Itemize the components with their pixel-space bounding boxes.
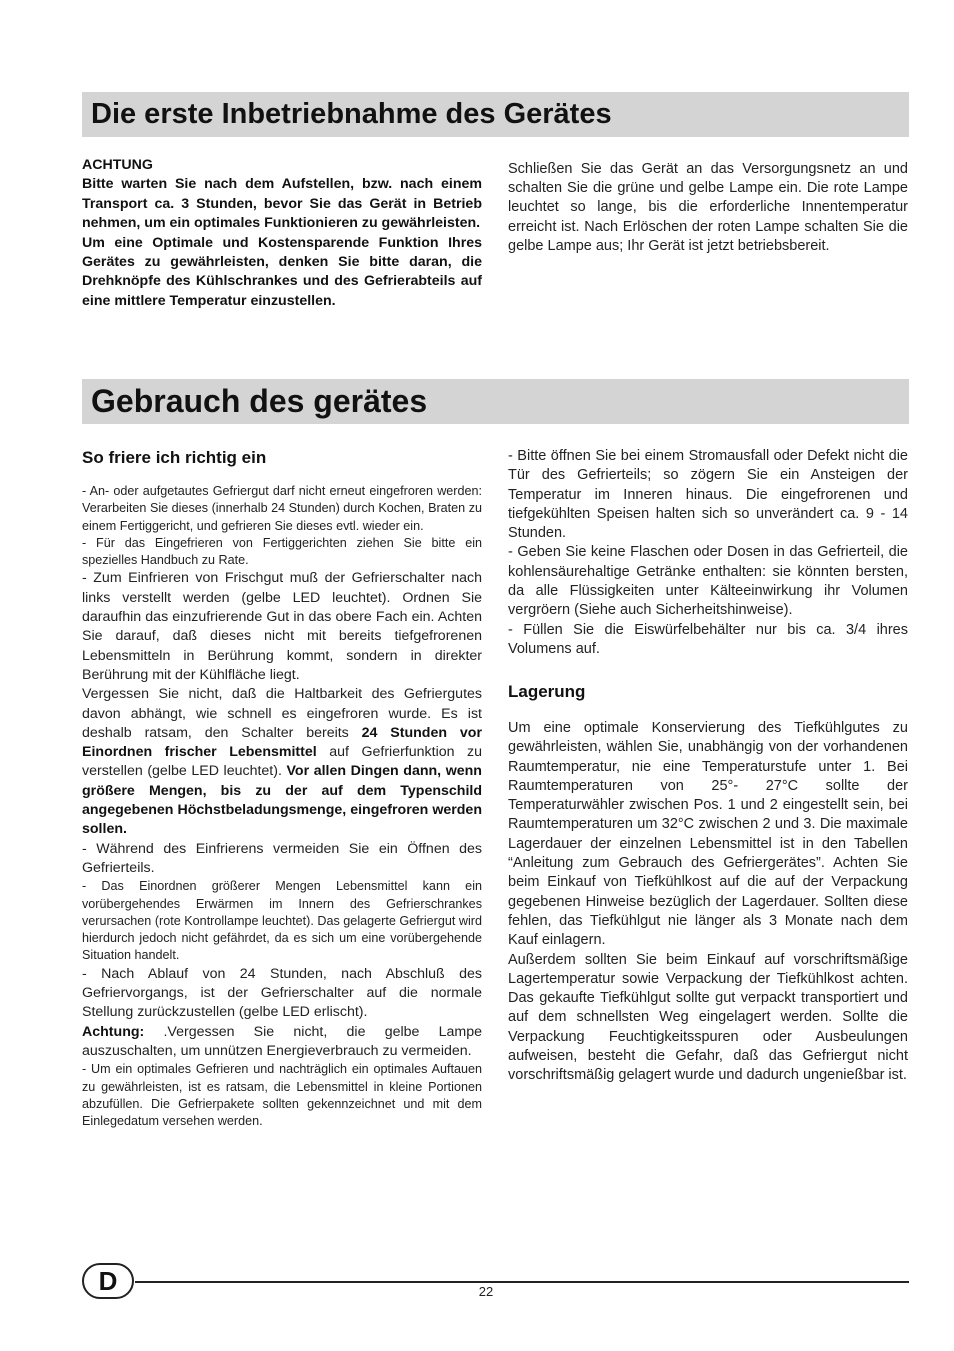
subheading-lagerung: Lagerung bbox=[508, 682, 586, 701]
warning-paragraph: Um eine Optimale und Kostensparende Funktion Ihres Gerätes zu gewährleisten, denken Sie bitte daran, die Drehknöpfe des Kühlschrankes und des Gefrierabteils auf eine mittlere Temperatur einzustellen. bbox=[82, 234, 482, 309]
warning-paragraph: Bitte warten Sie nach dem Aufstellen, bzw. nach einem Transport ca. 3 Stunden, bevor Sie das Gerät in Betrieb nehmen, um ein optimales Funktionieren zu gewährleisten. bbox=[82, 176, 482, 232]
paragraph: - Während des Einfrierens vermeiden Sie ein Öffnen des Gefrierteils. bbox=[82, 840, 482, 876]
bold-text-run: Vor allen Dingen dann, wenn größere Mengen, bis zu der auf dem Typenschild angegebenen Höchstbeladungsmenge, eingefroren werden sollen. bbox=[82, 763, 482, 838]
intro-text: Schließen Sie das Gerät an das Versorgungsnetz an und schalten Sie die grüne und gelbe Lampe ein. Die rote Lampe leuchtet so lange, bis die erforderliche Innentemperatur erreicht ist. Nach Erlöschen der roten Lampe schalten Sie die gelbe Lampe aus; Ihr Gerät ist jetzt betriebsbereit. bbox=[508, 161, 908, 254]
intro-paragraph bbox=[508, 160, 908, 256]
text-run: auf Gefrierfunktion zu verstellen (gelbe LED leuchtet). bbox=[82, 744, 482, 780]
section-title-inbetriebnahme: Die erste Inbetriebnahme des Gerätes bbox=[82, 92, 909, 137]
paragraph-haltbarkeit bbox=[82, 685, 482, 839]
text-run: Vergessen Sie nicht, daß die Haltbarkeit des Gefriergutes davon abhängt, wie schnell es eingefroren wurde. Es ist deshalb ratsam, den Schalter bereits bbox=[82, 686, 482, 741]
bold-text-run: 24 Stunden vor Einordnen frischer Lebensmittel bbox=[82, 724, 482, 761]
paragraph: - Geben Sie keine Flaschen oder Dosen in das Gefrierteil, die kohlensäurehaltige Getränke enthalten: sie könnten bersten, da alle Flüssigkeiten unter Kälteeinwirkung ihr Volumen vergröern (Siehe auch Sicherheitshinweise). bbox=[508, 544, 908, 619]
paragraph: - Nach Ablauf von 24 Stunden, nach Abschluß des Gefriervorgangs, ist der Gefrierschalter auf die normale Stellung zurückzustellen (gelbe LED erlischt). bbox=[82, 965, 482, 1021]
paragraph-achtung bbox=[82, 1023, 482, 1062]
paragraph: - Für das Eingefrieren von Fertiggerichten ziehen Sie bitte ein spezielles Handbuch zu Rate. bbox=[82, 535, 482, 568]
left-column-text bbox=[82, 483, 482, 1130]
paragraph: - An- oder aufgetautes Gefriergut darf nicht erneut eingefroren werden: Verarbeiten Sie dieses (innerhalb 24 Stunden) durch Kochen, Braten zu einem Fertiggericht, und gefrieren Sie dieses evtl. wieder ein. bbox=[82, 484, 482, 533]
paragraph: - Das Einordnen größerer Mengen Lebensmittel kann ein vorübergehendes Erwärmen im Innern des Gefrierschrankes verursachen (rote Kontrollampe leuchtet). Das gelagerte Gefriergut wird hierdurch jedoch nicht gefährdet, da es sich um eine vorübergehende Situation handelt. bbox=[82, 879, 482, 963]
paragraph: - Um ein optimales Gefrieren und nachträglich ein optimales Auftauen zu gewährleisten, ist es ratsam, die Lebensmittel in kleine Portionen abzufüllen. Die Gefrierpakete sollten gekennzeichnet und mit dem Einlegedatum versehen werden. bbox=[82, 1062, 482, 1129]
right-column-text bbox=[508, 447, 908, 659]
subheading-einfrieren: So friere ich richtig ein bbox=[82, 448, 267, 467]
section-title-gebrauch: Gebrauch des gerätes bbox=[82, 379, 909, 424]
footer-divider bbox=[135, 1281, 909, 1283]
warning-block bbox=[82, 156, 482, 311]
paragraph: - Füllen Sie die Eiswürfelbehälter nur bis ca. 3/4 ihres Volumens auf. bbox=[508, 621, 908, 657]
warning-heading: ACHTUNG bbox=[82, 157, 153, 173]
paragraph: Um eine optimale Konservierung des Tiefkühlgutes zu gewährleisten, wählen Sie, unabhängig von der vorhandenen Raumtemperatur, nie eine Temperaturstufe unter 1. Bei Raumtemperaturen von 25°- 27°C sollte der Temperaturwähler zwischen Pos. 1 und 2 eingestellt sein, bei Raumtemperaturen um 32°C zwischen 2 und 3. Die maximale Lagerdauer der einzelnen Lebensmittel ist in den Tabellen “Anleitung zum Gebrauch des Gefriergerätes”. Achten Sie beim Einkauf von Tiefkühlkost auf die auf der Verpackung gegebenen Hinweise bezüglich der Lagerdauer. Sollten diese fehlen, das Tiefkühlgut nie länger als 3 Monate nach dem Kauf einlagern. bbox=[508, 720, 908, 949]
text-run: .Vergessen Sie nicht, die gelbe Lampe auszuschalten, um unnützen Energieverbrauch zu vermeiden. bbox=[82, 1023, 482, 1059]
language-badge: D bbox=[82, 1263, 134, 1299]
page-number: 22 bbox=[478, 1284, 494, 1299]
paragraph: - Bitte öffnen Sie bei einem Stromausfall oder Defekt nicht die Tür des Gefrierteils; so zögern Sie ein Ansteigen der Temperatur im Inneren hinaus. Die eingefrorenen und tiefgekühlten Speisen halten sich so unverändert ca. 9 - 14 Stunden. bbox=[508, 448, 908, 542]
paragraph: Außerdem sollten Sie beim Einkauf auf vorschriftsmäßige Lagertemperatur sowie Verpackung der Tiefkühlkost achten. Das gekaufte Tiefkühlgut sollte gut verpackt transportiert und auf dem schnellsten Weg eingelagert werden. Sollte die Verpackung Feuchtigkeitsspuren oder Ausbeulungen aufweisen, besteht die Gefahr, daß das Gefriergut nicht vorschriftsmäßig gelagert wurde und dadurch ungenießbar ist. bbox=[508, 951, 908, 1084]
paragraph: - Zum Einfrieren von Frischgut muß der Gefrierschalter nach links verstellt werden (gelbe LED leuchtet). Ordnen Sie daraufhin das einzufrierende Gut in das obere Fach ein. Achten Sie darauf, daß dieses nicht mit bereits tiefgefrorenen Lebensmitteln in Berührung kommt, sondern in direkter Berührung mit der Kühlfläche liegt. bbox=[82, 570, 482, 683]
bold-text-run: Achtung: bbox=[82, 1023, 145, 1040]
lagerung-text bbox=[508, 719, 908, 1086]
